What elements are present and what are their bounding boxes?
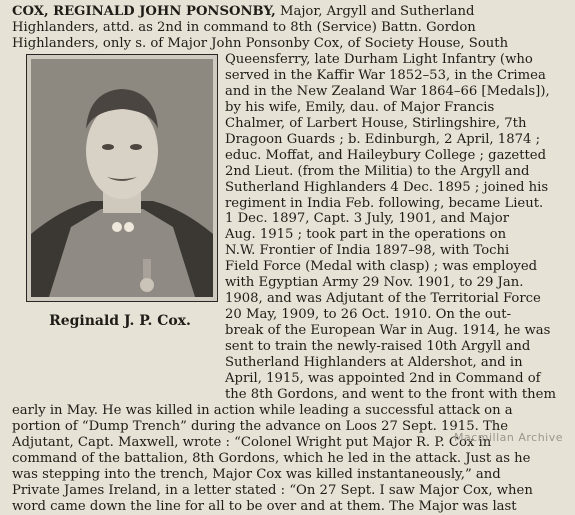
full-width-line: Private James Ireland, in a letter stated : “On 27 Sept. I saw Major Cox, when — [12, 482, 533, 498]
right-col-line: break of the European War in Aug. 1914, he was — [225, 323, 551, 339]
right-col-line: the 8th Gordons, and went to the front with them — [225, 387, 556, 402]
right-col-line: Field Force (Medal with clasp) ; was employed — [225, 259, 538, 275]
right-col-line: with Egyptian Army 29 Nov. 1901, to 29 Jan. — [225, 275, 524, 291]
right-col-line: Aug. 1915 ; took part in the operations on — [225, 227, 507, 243]
full-width-line: Adjutant, Capt. Maxwell, wrote : “Colonel Wright put Major R. P. Cox in — [12, 434, 492, 450]
full-width-line: was stepping into the trench, Major Cox was killed instantaneously,” and — [12, 466, 501, 482]
heading-name: COX, REGINALD JOHN PONSONBY, — [12, 4, 276, 19]
watermark: Macmillan Archive — [453, 431, 563, 444]
right-col-line: sent to train the newly-raised 10th Argyll and — [225, 339, 531, 355]
full-width-line: word came down the line for all to be over and at them. The Major was last — [12, 498, 517, 514]
heading-line-2: Highlanders, attd. as 2nd in command to 8th (Service) Battn. Gordon — [12, 20, 476, 35]
right-col-line: N.W. Frontier of India 1897–98, with Tochi — [225, 243, 510, 259]
right-col-line: 20 May, 1909, to 26 Oct. 1910. On the out- — [225, 307, 512, 323]
heading-line-1 — [12, 4, 474, 20]
portrait-image — [31, 59, 213, 297]
full-width-line: early in May. He was killed in action while leading a successful attack on a — [12, 402, 513, 418]
full-width-line: command of the battalion, 8th Gordons, which he led in the attack. Just as he — [12, 450, 531, 466]
right-col-line: Sutherland Highlanders at Aldershot, and in — [225, 355, 523, 371]
heading-rest: Major, Argyll and Sutherland — [275, 4, 475, 19]
right-col-line: Queensferry, late Durham Light Infantry (who — [225, 51, 533, 67]
right-col-line: educ. Moffat, and Haileybury College ; gazetted — [225, 147, 547, 163]
right-col-line: 2nd Lieut. (from the Militia) to the Argyll and — [225, 163, 530, 179]
right-col-line: 1 Dec. 1897, Capt. 3 July, 1901, and Major — [225, 211, 510, 227]
right-col-line: by his wife, Emily, dau. of Major Francis — [225, 99, 495, 115]
photo-caption: Reginald J. P. Cox. — [49, 313, 191, 329]
right-col-line: and in the New Zealand War 1864–66 [Medals]), — [225, 83, 550, 99]
right-col-line: regiment in India Feb. following, became Lieut. — [225, 195, 544, 211]
right-col-line: Chalmer, of Larbert House, Stirlingshire, 7th — [225, 115, 527, 131]
right-col-line: served in the Kaffir War 1852–53, in the Crimea — [225, 67, 546, 83]
portrait-photo — [26, 54, 218, 302]
right-col-line: April, 1915, was appointed 2nd in Command of — [225, 371, 541, 386]
heading-line-3: Highlanders, only s. of Major John Ponsonby Cox, of Society House, South — [12, 35, 509, 51]
right-col-line: Sutherland Highlanders 4 Dec. 1895 ; joined his — [225, 179, 549, 195]
portrait-silhouette — [31, 59, 213, 297]
right-col-line: 1908, and was Adjutant of the Territorial Force — [225, 291, 541, 307]
right-col-line: Dragoon Guards ; b. Edinburgh, 2 April, 1874 ; — [225, 131, 541, 147]
full-width-line: portion of “Dump Trench” during the advance on Loos 27 Sept. 1915. The — [12, 418, 509, 434]
